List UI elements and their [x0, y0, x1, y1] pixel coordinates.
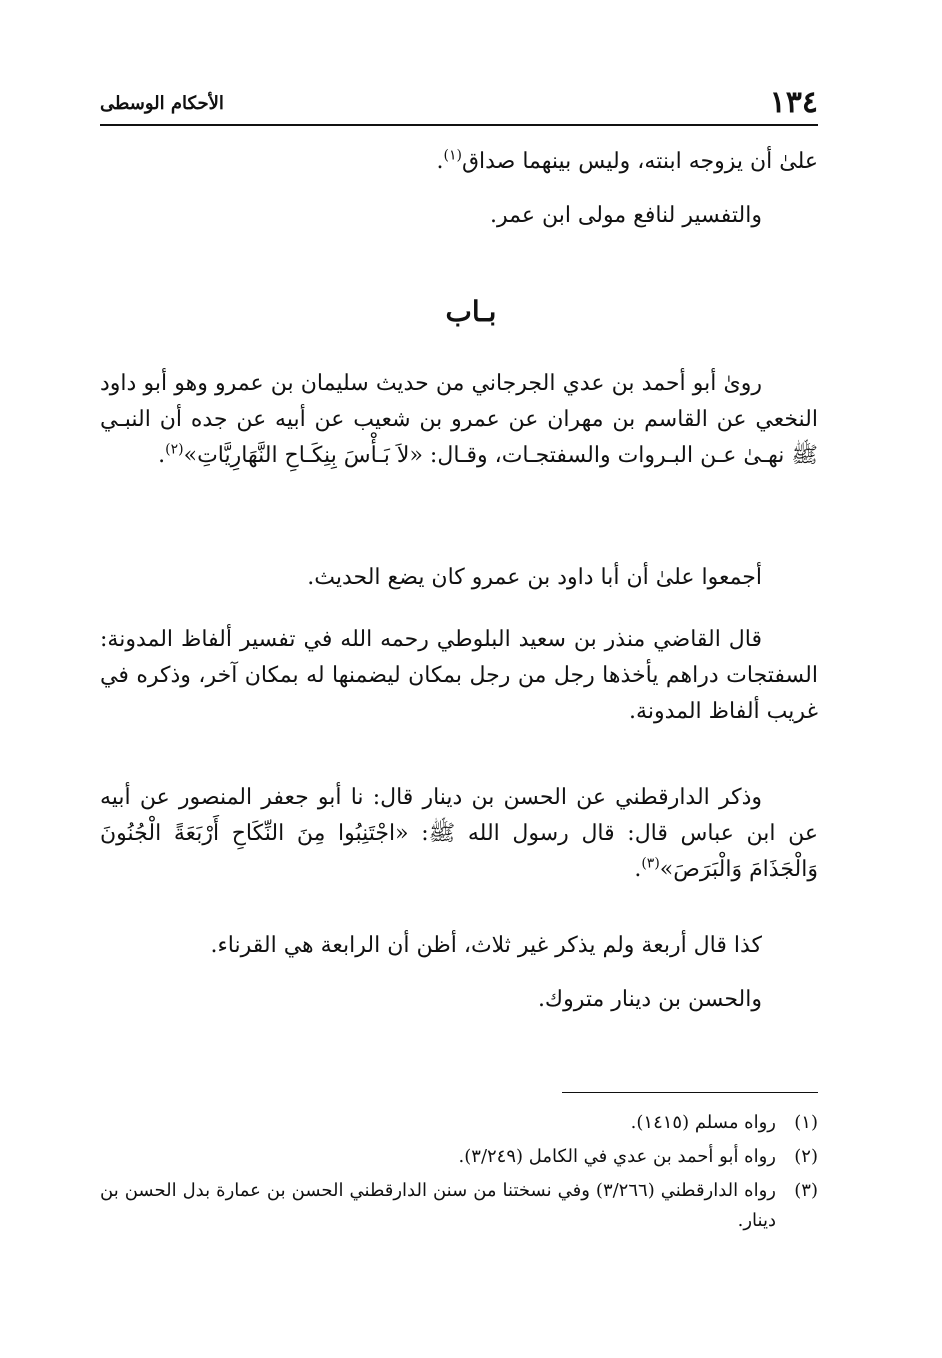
footnotes — [100, 1108, 818, 1240]
footnote-text: رواه الدارقطني (٣/٢٦٦) وفي نسختنا من سنن الدارقطني الحسن بن عمارة بدل الحسن بن دينار. — [100, 1180, 777, 1231]
paragraph-text: قال القاضي منذر بن سعيد البلوطي رحمه الله في تفسير ألفاظ المدونة: السفتجات دراهم يأخذها رجل من رجل بمكان ليضمنها له بمكان آخر، وذكره في غريب ألفاظ المدونة. — [100, 627, 818, 724]
footnote-divider — [562, 1092, 818, 1093]
footnote-reference: (٣) — [641, 855, 660, 872]
paragraph-text: والتفسير لنافع مولى ابن عمر. — [489, 203, 762, 228]
paragraph-text: رویٰ أبو أحمد بن عدي الجرجاني من حديث سليمان بن عمرو وهو أبو داود النخعي عن القاسم بن مهران عن عمرو بن شعيب عن أبيه عن جده أن النبـي ﷺ نهـىٰ عـن البـروات والسفتجـات، وقـال: «لاَ بَـأْسَ بِنِكَـاحِ النَّهَارِيَّاتِ» — [100, 371, 818, 468]
paragraph-text: كذا قال أربعة ولم يذكر غير ثلاث، أظن أن الرابعة هي القرناء. — [210, 933, 762, 958]
footnote-number: (٣) — [794, 1180, 818, 1201]
paragraph-end: . — [634, 857, 642, 882]
paragraph-text: أجمعوا علىٰ أن أبا داود بن عمرو كان يضع الحديث. — [307, 565, 762, 590]
paragraph-qadi — [100, 622, 818, 730]
page-number: ١٣٤ — [769, 85, 818, 120]
paragraph-hadith-2 — [100, 780, 818, 888]
paragraph-comment — [100, 928, 818, 964]
footnote-reference: (٢) — [165, 441, 184, 458]
footnote-text: رواه أبو أحمد بن عدي في الكامل (٣/٢٤٩). — [458, 1146, 776, 1167]
paragraph-ijma — [100, 560, 818, 596]
footnote-item — [100, 1176, 818, 1236]
footnote-item — [100, 1108, 818, 1138]
page-header — [100, 84, 818, 126]
paragraph-text: والحسن بن دينار متروك. — [537, 987, 762, 1012]
paragraph-tafsir — [100, 198, 818, 234]
paragraph-end: . — [436, 149, 444, 174]
paragraph-text: علىٰ أن يزوجه ابنته، وليس بينهما صداق — [461, 149, 818, 174]
paragraph-matruk — [100, 982, 818, 1018]
paragraph-text: وذكر الدارقطني عن الحسن بن دينار قال: نا أبو جعفر المنصور عن أبيه عن ابن عباس قال: قال رسول الله ﷺ: «اجْتَنِبُوا مِنَ النِّكَاحِ أَرْبَعَةً الْجُنُونَ وَالْجَذَامَ وَالْبَرَصَ» — [100, 785, 818, 882]
footnote-reference: (١) — [443, 147, 462, 164]
paragraph-hadith-1 — [100, 366, 818, 474]
paragraph-continuation — [100, 144, 818, 180]
footnote-text: رواه مسلم (١٤١٥). — [630, 1112, 776, 1133]
footnote-number: (١) — [794, 1112, 818, 1133]
paragraph-end: . — [158, 443, 166, 468]
running-title: الأحكام الوسطى — [100, 93, 224, 114]
footnote-number: (٢) — [794, 1146, 818, 1167]
footnote-item — [100, 1142, 818, 1172]
section-heading: بـاب — [445, 295, 497, 328]
